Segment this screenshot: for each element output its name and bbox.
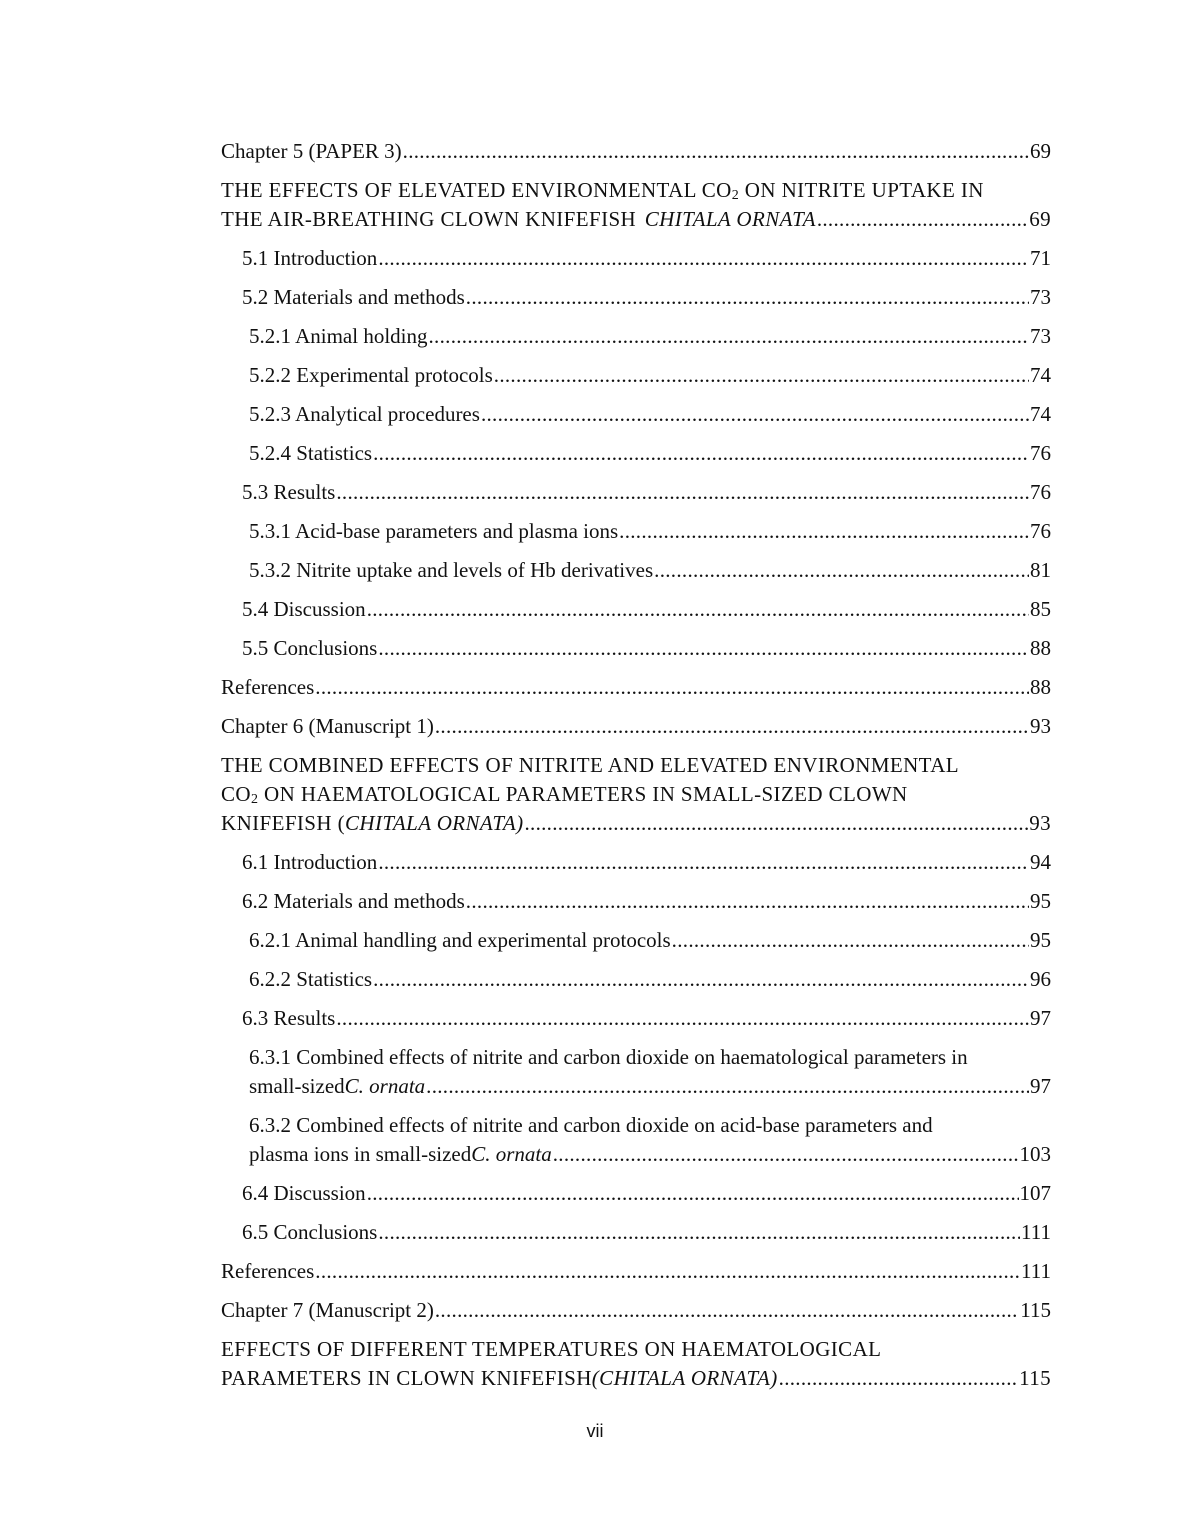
toc-entry-6-2[interactable]: 6.2 Materials and methods ..... 95 <box>221 887 1051 916</box>
toc-entry-6-2-1[interactable]: 6.2.1 Animal handling and experimental protocols ..... 95 <box>221 926 1051 955</box>
toc-page-number: 88 <box>1030 636 1051 660</box>
toc-entry-6-3[interactable]: 6.3 Results ..... 97 <box>221 1004 1051 1033</box>
toc-entry-5-1[interactable]: 5.1 Introduction ..... 71 <box>221 244 1051 273</box>
toc-page-number: 107 <box>1019 1181 1051 1205</box>
toc-page-number: 95 <box>1030 889 1051 913</box>
toc-page-number: 69 <box>1029 207 1051 231</box>
toc-page-number: 115 <box>1020 1298 1051 1322</box>
toc-entry-chapter-7-title[interactable]: EFFECTS OF DIFFERENT TEMPERATURES ON HAEMATOLOGICAL PARAMETERS IN CLOWN KNIFEFISH (CHITALA ORNATA) ..... 115 <box>221 1335 1051 1393</box>
toc-entry-5-2-3[interactable]: 5.2.3 Analytical procedures ..... 74 <box>221 400 1051 429</box>
toc-entry-chapter-7[interactable]: Chapter 7 (Manuscript 2) ..... 115 <box>221 1296 1051 1325</box>
toc-entry-chapter-5[interactable]: Chapter 5 (PAPER 3) ..... 69 <box>221 137 1051 166</box>
toc-entry-references-5[interactable]: References ..... 88 <box>221 673 1051 702</box>
toc-entry-chapter-6[interactable]: Chapter 6 (Manuscript 1) ..... 93 <box>221 712 1051 741</box>
toc-page-number: 95 <box>1030 928 1051 952</box>
toc-entry-5-3[interactable]: 5.3 Results ..... 76 <box>221 478 1051 507</box>
page-number: vii <box>586 1421 604 1441</box>
toc-page-number: 111 <box>1021 1220 1051 1244</box>
toc-page-number: 97 <box>1030 1074 1051 1098</box>
toc-entry-6-1[interactable]: 6.1 Introduction ..... 94 <box>221 848 1051 877</box>
toc-page-number: 88 <box>1030 675 1051 699</box>
toc-page-number: 103 <box>1019 1142 1051 1166</box>
toc-page-number: 93 <box>1029 811 1051 835</box>
toc-page-number: 76 <box>1030 519 1051 543</box>
toc-entry-chapter-5-title[interactable]: THE EFFECTS OF ELEVATED ENVIRONMENTAL $CO_2$ ON NITRITE UPTAKE IN THE AIR-BREATHING CLOWN KNIFEFISH CHITALA ORNATA ..... 69 <box>221 176 1051 234</box>
toc-page-number: 73 <box>1030 285 1051 309</box>
toc-entry-6-5[interactable]: 6.5 Conclusions ..... 111 <box>221 1218 1051 1247</box>
toc-entry-5-4[interactable]: 5.4 Discussion ..... 85 <box>221 595 1051 624</box>
toc-page-number: 74 <box>1030 363 1051 387</box>
toc-entry-5-2-4[interactable]: 5.2.4 Statistics ..... 76 <box>221 439 1051 468</box>
toc-page-number: 85 <box>1030 597 1051 621</box>
toc-entry-5-2[interactable]: 5.2 Materials and methods ..... 73 <box>221 283 1051 312</box>
toc-page-number: 115 <box>1019 1366 1051 1390</box>
toc-page-number: 96 <box>1030 967 1051 991</box>
toc-page-number: 74 <box>1030 402 1051 426</box>
table-of-contents <box>221 137 1051 1403</box>
toc-page-number: 111 <box>1021 1259 1051 1283</box>
toc-page-number: 76 <box>1030 480 1051 504</box>
toc-page-number: 71 <box>1030 246 1051 270</box>
toc-entry-6-2-2[interactable]: 6.2.2 Statistics ..... 96 <box>221 965 1051 994</box>
toc-entry-6-3-2[interactable]: 6.3.2 Combined effects of nitrite and carbon dioxide on acid-base parameters and plasma ions in small-sized C. ornata ..... 103 <box>221 1111 1051 1169</box>
toc-entry-references-6[interactable]: References ..... 111 <box>221 1257 1051 1286</box>
toc-entry-6-4[interactable]: 6.4 Discussion ..... 107 <box>221 1179 1051 1208</box>
toc-page-number: 93 <box>1030 714 1051 738</box>
toc-page-number: 81 <box>1030 558 1051 582</box>
toc-page-number: 69 <box>1030 139 1051 163</box>
toc-page-number: 94 <box>1030 850 1051 874</box>
toc-entry-5-5[interactable]: 5.5 Conclusions ..... 88 <box>221 634 1051 663</box>
toc-page-number: 73 <box>1030 324 1051 348</box>
toc-entry-5-3-1[interactable]: 5.3.1 Acid-base parameters and plasma ions ..... 76 <box>221 517 1051 546</box>
toc-entry-5-2-2[interactable]: 5.2.2 Experimental protocols ..... 74 <box>221 361 1051 390</box>
toc-entry-6-3-1[interactable]: 6.3.1 Combined effects of nitrite and carbon dioxide on haematological parameters in small-sized C. ornata ..... 97 <box>221 1043 1051 1101</box>
toc-entry-5-3-2[interactable]: 5.3.2 Nitrite uptake and levels of Hb derivatives ..... 81 <box>221 556 1051 585</box>
toc-page-number: 97 <box>1030 1006 1051 1030</box>
toc-entry-5-2-1[interactable]: 5.2.1 Animal holding ..... 73 <box>221 322 1051 351</box>
toc-entry-chapter-6-title[interactable]: THE COMBINED EFFECTS OF NITRITE AND ELEVATED ENVIRONMENTAL $CO_2$ ON HAEMATOLOGICAL PARAMETERS IN SMALL-SIZED CLOWN KNIFEFISH ( CHITALA ORNATA) ..... 93 <box>221 751 1051 838</box>
toc-page-number: 76 <box>1030 441 1051 465</box>
